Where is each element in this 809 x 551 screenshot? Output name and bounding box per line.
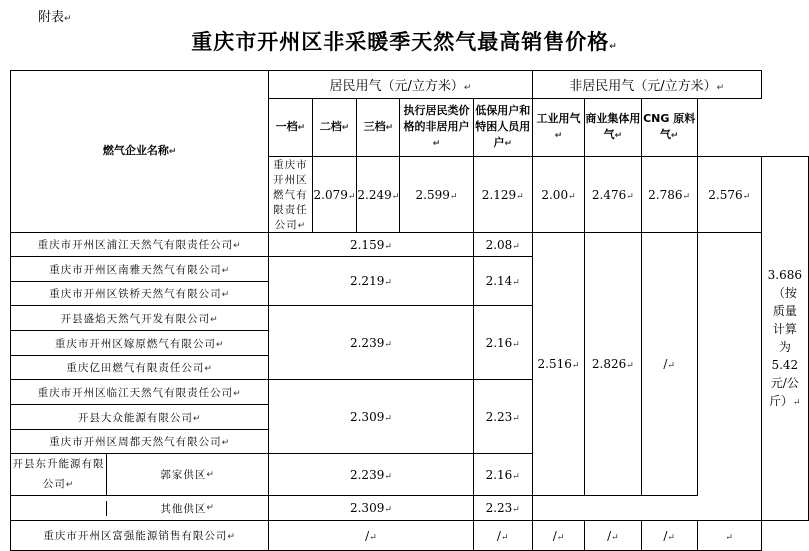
dongsheng-company-spacer	[11, 501, 107, 516]
residential-price: 2.309↵	[269, 496, 473, 521]
company-name: 开县大众能源有限公司↵	[11, 405, 269, 430]
price-industrial: /↵	[532, 521, 584, 551]
header-low-income: 低保用户和特困人员用户↵	[473, 99, 532, 157]
residential-price: 2.309↵	[269, 380, 473, 454]
shared-industrial-price: 2.516↵	[532, 233, 584, 496]
price-table	[10, 70, 809, 551]
dongsheng-company-name: 开县东升能源有限公司↵	[11, 454, 107, 495]
supply-area-name: 郭家供区 ↵	[160, 469, 215, 481]
header-residential-nonres: 执行居民类价格的非居用户↵	[400, 99, 473, 157]
price-low-income: 2.23↵	[473, 380, 532, 454]
price-low-income: /↵	[473, 521, 532, 551]
header-commercial: 商业集体用气↵	[585, 99, 641, 157]
shared-cng-raw-price: /↵	[641, 233, 697, 496]
residential-price: /↵	[269, 521, 473, 551]
price-low-income: 2.14↵	[473, 257, 532, 306]
residential-price: 2.239↵	[269, 306, 473, 380]
price-low-income: 2.08↵	[473, 233, 532, 257]
price-low-income: 2.00↵	[532, 157, 584, 233]
company-name: 重庆市开州区燃气有限责任公司↵	[269, 157, 312, 233]
price-cng-raw: 2.576↵	[697, 157, 761, 233]
header-tier3: 三档↵	[357, 99, 400, 157]
attachment-label: 附表↵	[38, 10, 72, 25]
header-cng-raw: CNG 原料气↵	[641, 99, 697, 157]
price-commercial: /↵	[585, 521, 641, 551]
price-low-income: 2.23↵	[473, 496, 532, 521]
shared-commercial-price: 2.826↵	[585, 233, 641, 496]
header-company-name: 燃气企业名称↵	[11, 71, 269, 233]
company-name: 重庆市开州区临江天然气有限责任公司↵	[11, 380, 269, 405]
price-low-income: 2.16↵	[473, 306, 532, 380]
price-industrial: 2.476↵	[585, 157, 641, 233]
price-low-income: 2.16↵	[473, 454, 532, 496]
company-name: 重庆市开州区浦江天然气有限责任公司↵	[11, 233, 269, 257]
header-tier1: 一档↵	[269, 99, 312, 157]
company-name: 重庆亿田燃气有限责任公司↵	[11, 356, 269, 380]
price-residential-nonres: 2.129↵	[473, 157, 532, 233]
price-tier1: 2.079↵	[312, 157, 357, 233]
company-name: 开县盛焰天然气开发有限公司↵	[11, 306, 269, 331]
header-tier2: 二档↵	[312, 99, 357, 157]
header-industrial: 工业用气↵	[532, 99, 584, 157]
price-tier3: 2.599↵	[400, 157, 473, 233]
header-nonresidential-group: 非居民用气（元/立方米）↵	[532, 71, 761, 99]
dongsheng-company-block	[11, 454, 269, 496]
vehicle-cng-price: 3.686（按质量计算为 5.42 元/公斤）↵	[761, 157, 808, 521]
company-name: 重庆市开州区周都天然气有限公司↵	[11, 430, 269, 454]
page-title: 重庆市开州区非采暖季天然气最高销售价格↵	[191, 30, 618, 54]
residential-price: 2.219↵	[269, 257, 473, 306]
company-name: 重庆市开州区南雅天然气有限公司↵	[11, 257, 269, 282]
price-commercial: 2.786↵	[641, 157, 697, 233]
company-name: 重庆市开州区富强能源销售有限公司↵	[11, 521, 269, 551]
price-cng-raw: /↵	[641, 521, 697, 551]
company-name: 重庆市开州区嫁原燃气有限公司↵	[11, 331, 269, 356]
residential-price: 2.159↵	[269, 233, 473, 257]
header-residential-group: 居民用气（元/立方米）↵	[269, 71, 533, 99]
dongsheng-subarea-block	[11, 496, 269, 521]
company-name: 重庆市开州区铁桥天然气有限公司↵	[11, 282, 269, 306]
price-tier2: 2.249↵	[357, 157, 400, 233]
supply-area-name: 其他供区 ↵	[160, 502, 215, 515]
residential-price: 2.239↵	[269, 454, 473, 496]
vehicle-cng-empty: ↵	[697, 521, 761, 551]
